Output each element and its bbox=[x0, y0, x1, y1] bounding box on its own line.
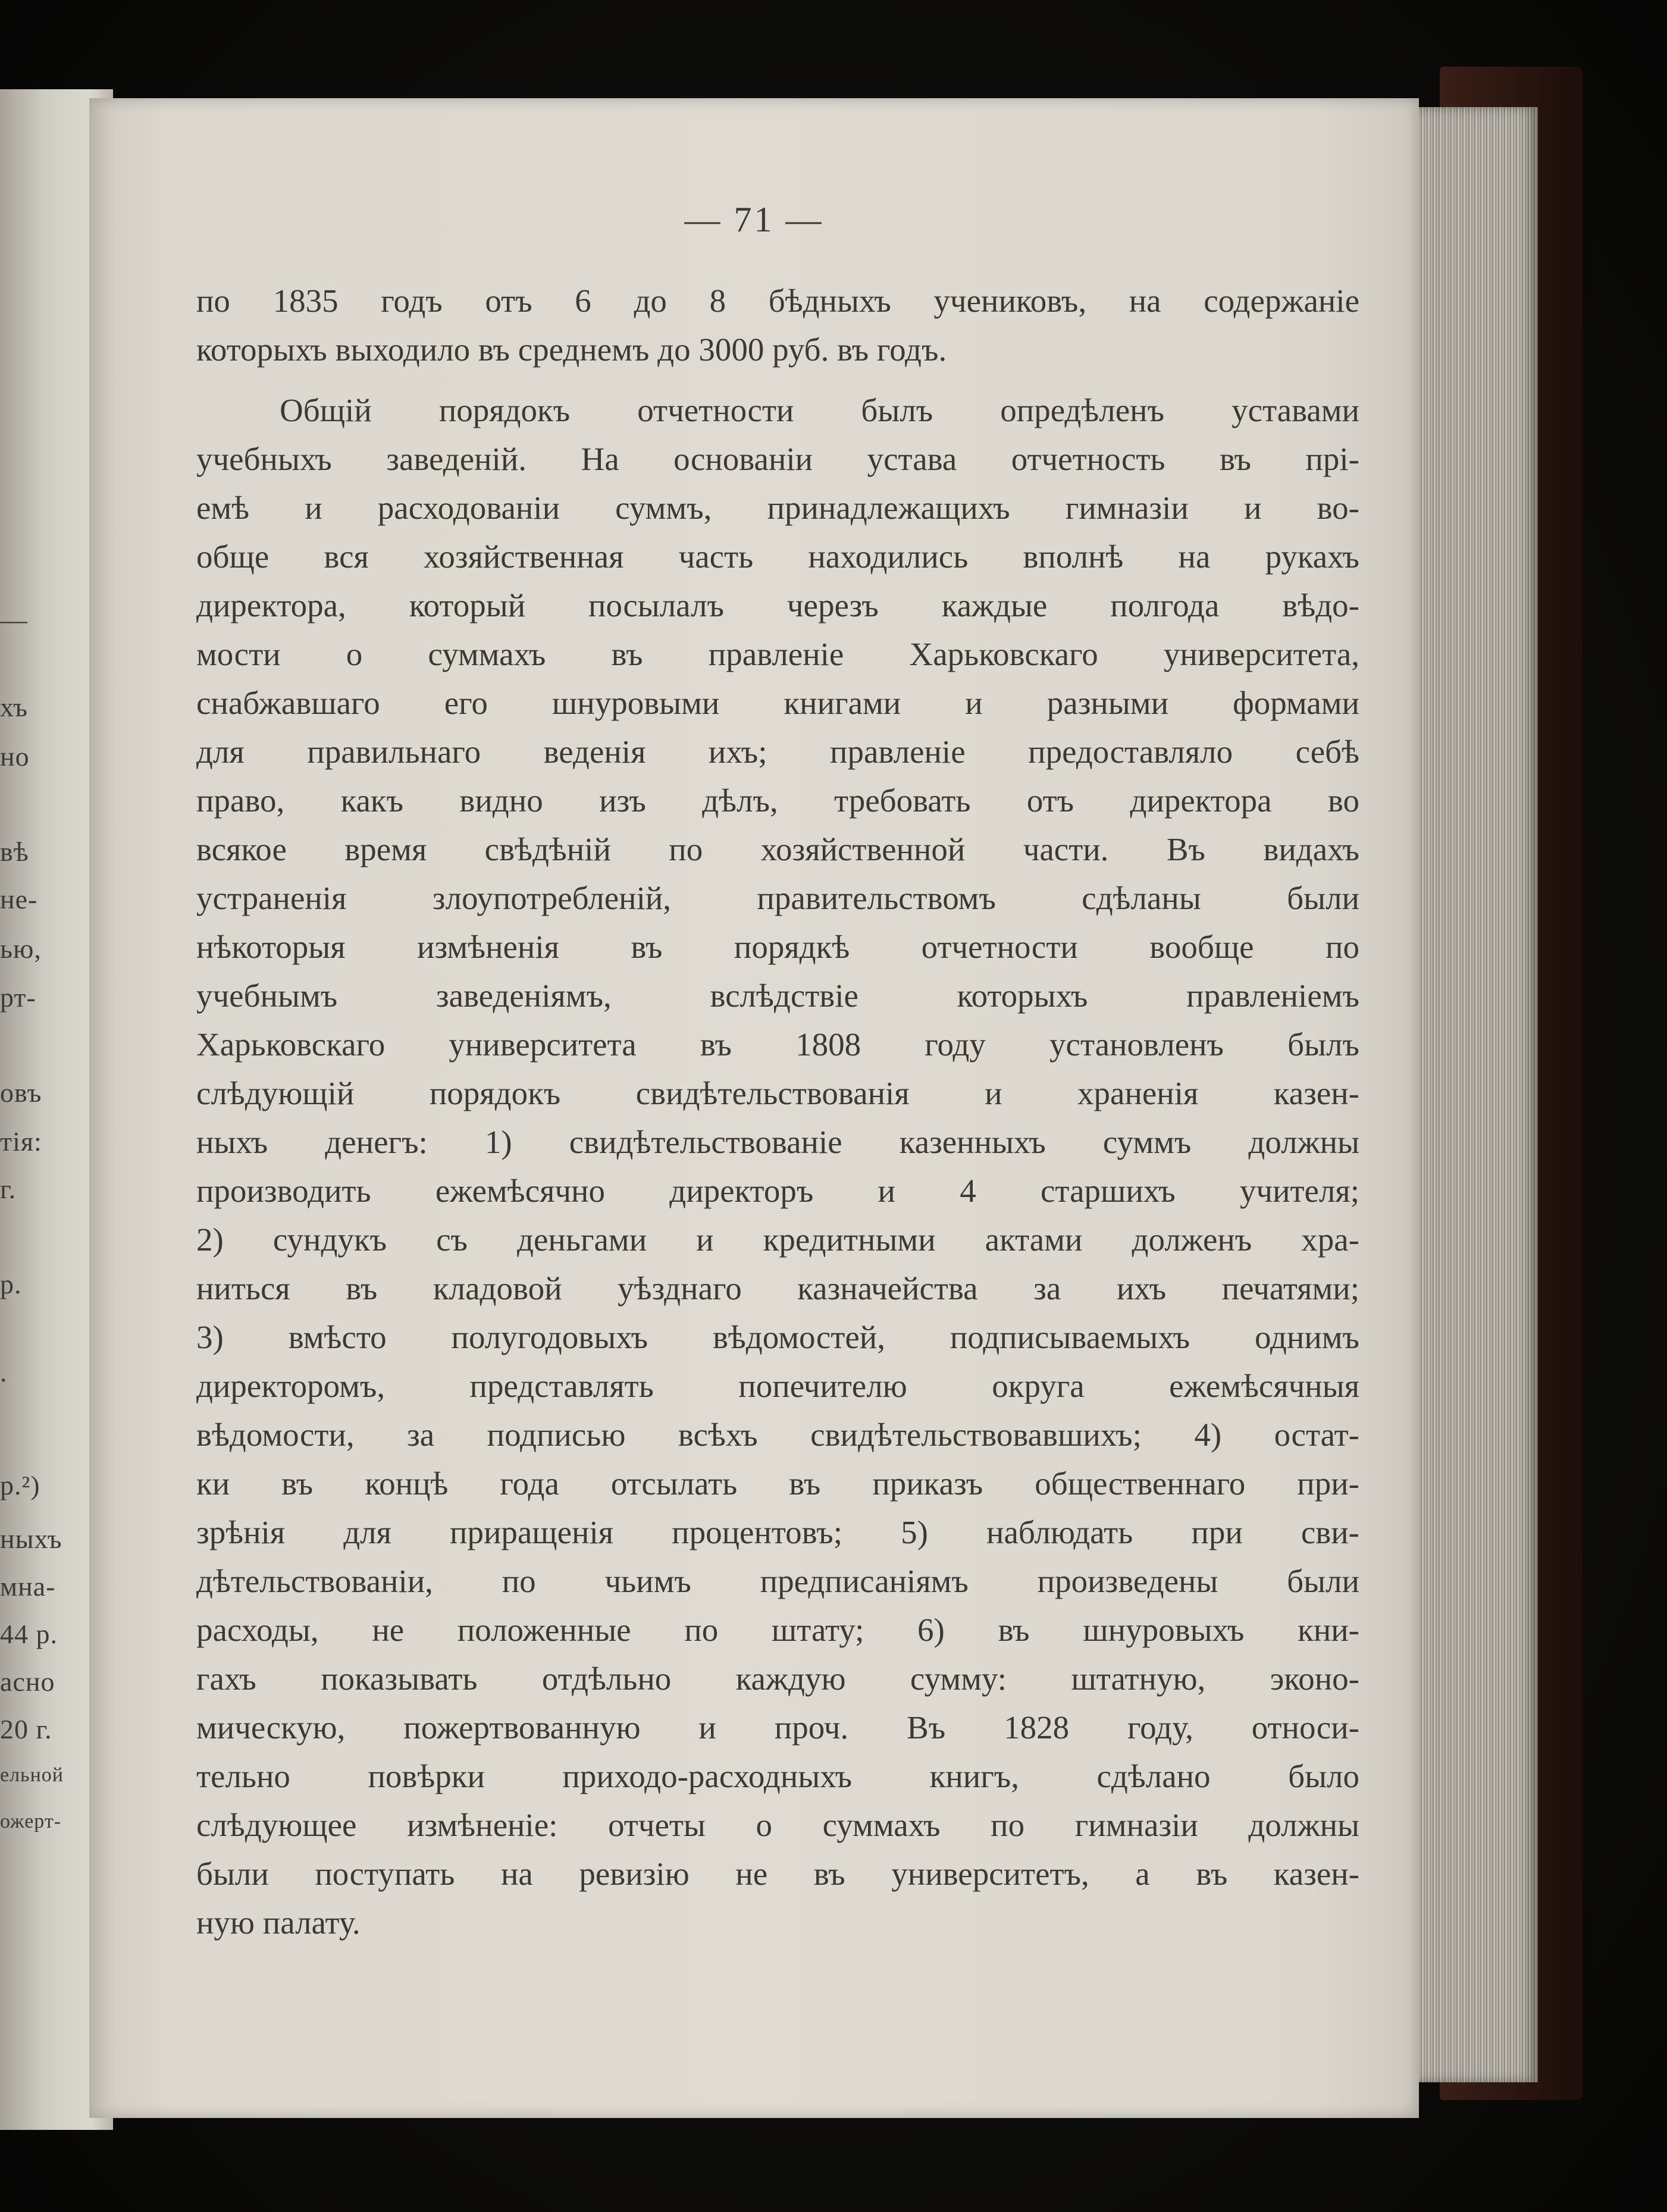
text-line: право, какъ видно изъ дѣлъ, требовать отъ директора во bbox=[196, 782, 1359, 819]
text-line: устраненія злоупотребленій, правительствомъ сдѣланы были bbox=[196, 880, 1359, 916]
text-line: Харьковскаго университета въ 1808 году установленъ былъ bbox=[196, 1026, 1359, 1063]
text-line: для правильнаго веденія ихъ; правленіе предоставляло себѣ bbox=[196, 734, 1359, 770]
prev-page-fragment: 20 г. bbox=[0, 1714, 52, 1744]
text-line: директоромъ, представлять попечителю округа ежемѣсячныя bbox=[196, 1368, 1359, 1404]
text-line: учебнымъ заведеніямъ, вслѣдствіе которыхъ правленіемъ bbox=[196, 977, 1359, 1014]
text-line: слѣдующее измѣненіе: отчеты о суммахъ по гимназіи должны bbox=[196, 1807, 1359, 1843]
prev-page-fragment: р.²) bbox=[0, 1470, 40, 1500]
text-line: гахъ показывать отдѣльно каждую сумму: штатную, эконо- bbox=[196, 1660, 1359, 1697]
text-line: 3) вмѣсто полугодовыхъ вѣдомостей, подписываемыхъ однимъ bbox=[196, 1319, 1359, 1355]
page-text bbox=[196, 277, 1359, 1947]
prev-page-fragment: тія: bbox=[0, 1126, 42, 1157]
prev-page-fragment: овъ bbox=[0, 1077, 42, 1108]
prev-page-fragment: р. bbox=[0, 1269, 22, 1299]
text-line: мости о суммахъ въ правленіе Харьковскаго университета, bbox=[196, 636, 1359, 672]
prev-page-fragment: но bbox=[0, 741, 30, 772]
text-line: снабжавшаго его шнуровыми книгами и разными формами bbox=[196, 685, 1359, 721]
text-line: были поступать на ревизію не въ университетъ, а въ казен- bbox=[196, 1856, 1359, 1892]
prev-page-fragment: г. bbox=[0, 1174, 17, 1204]
prev-page-fragment: хъ bbox=[0, 692, 29, 722]
text-line: ниться въ кладовой уѣзднаго казначейства за ихъ печатями; bbox=[196, 1270, 1359, 1306]
text-line: емѣ и расходованіи суммъ, принадлежащихъ гимназіи и во- bbox=[196, 490, 1359, 526]
prev-page-fragment: ныхъ bbox=[0, 1524, 62, 1554]
prev-page-fragment: ельной bbox=[0, 1764, 64, 1786]
text-line: слѣдующій порядокъ свидѣтельствованія и храненія казен- bbox=[196, 1075, 1359, 1111]
prev-page-fragment: — bbox=[0, 604, 28, 635]
page-number: — 71 — bbox=[684, 200, 824, 239]
text-line: Общій порядокъ отчетности былъ опредѣленъ уставами bbox=[280, 392, 1359, 428]
prev-page-fragment: . bbox=[0, 1357, 8, 1387]
text-line: ки въ концѣ года отсылать въ приказъ общественнаго при- bbox=[196, 1465, 1359, 1502]
text-line: всякое время свѣдѣній по хозяйственной части. Въ видахъ bbox=[196, 831, 1359, 867]
prev-page-fragment: асно bbox=[0, 1666, 55, 1697]
text-line: расходы, не положенные по штату; 6) въ шнуровыхъ кни- bbox=[196, 1612, 1359, 1648]
text-line: ную палату. bbox=[196, 1904, 361, 1941]
text-line: по 1835 годъ отъ 6 до 8 бѣдныхъ учениковъ, на содержаніе bbox=[196, 283, 1359, 319]
text-line: 2) сундукъ съ деньгами и кредитными актами долженъ хра- bbox=[196, 1221, 1359, 1258]
text-line: нѣкоторыя измѣненія въ порядкѣ отчетности вообще по bbox=[196, 929, 1359, 965]
text-line: зрѣнія для приращенія процентовъ; 5) наблюдать при сви- bbox=[196, 1514, 1359, 1550]
text-line: директора, который посылалъ черезъ каждые полгода вѣдо- bbox=[196, 587, 1359, 624]
prev-page-fragment: не- bbox=[0, 884, 38, 914]
text-line: дѣтельствованіи, по чьимъ предписаніямъ произведены были bbox=[196, 1563, 1359, 1599]
prev-page-fragment: 44 р. bbox=[0, 1619, 58, 1649]
text-line: которыхъ выходило въ среднемъ до 3000 руб. въ годъ. bbox=[196, 331, 947, 368]
prev-page-fragment: мна- bbox=[0, 1571, 56, 1602]
text-line: ныхъ денегъ: 1) свидѣтельствованіе казенныхъ суммъ должны bbox=[196, 1124, 1359, 1160]
text-line: вѣдомости, за подписью всѣхъ свидѣтельствовавшихъ; 4) остат- bbox=[196, 1417, 1359, 1453]
text-line: учебныхъ заведеній. На основаніи устава отчетность въ прі- bbox=[196, 441, 1359, 477]
prev-page-fragment: ожерт- bbox=[0, 1810, 62, 1832]
prev-page-fragment: вѣ bbox=[0, 836, 29, 867]
prev-page-fragment: рт- bbox=[0, 982, 36, 1013]
text-line: обще вся хозяйственная часть находились вполнѣ на рукахъ bbox=[196, 538, 1359, 575]
text-line: производить ежемѣсячно директоръ и 4 старшихъ учителя; bbox=[196, 1173, 1359, 1209]
text-line: мическую, пожертвованную и проч. Въ 1828 году, относи- bbox=[196, 1709, 1359, 1746]
text-line: тельно повѣрки приходо-расходныхъ книгъ, сдѣлано было bbox=[196, 1758, 1359, 1794]
prev-page-fragment: ью, bbox=[0, 933, 42, 964]
book-page bbox=[89, 98, 1419, 2118]
